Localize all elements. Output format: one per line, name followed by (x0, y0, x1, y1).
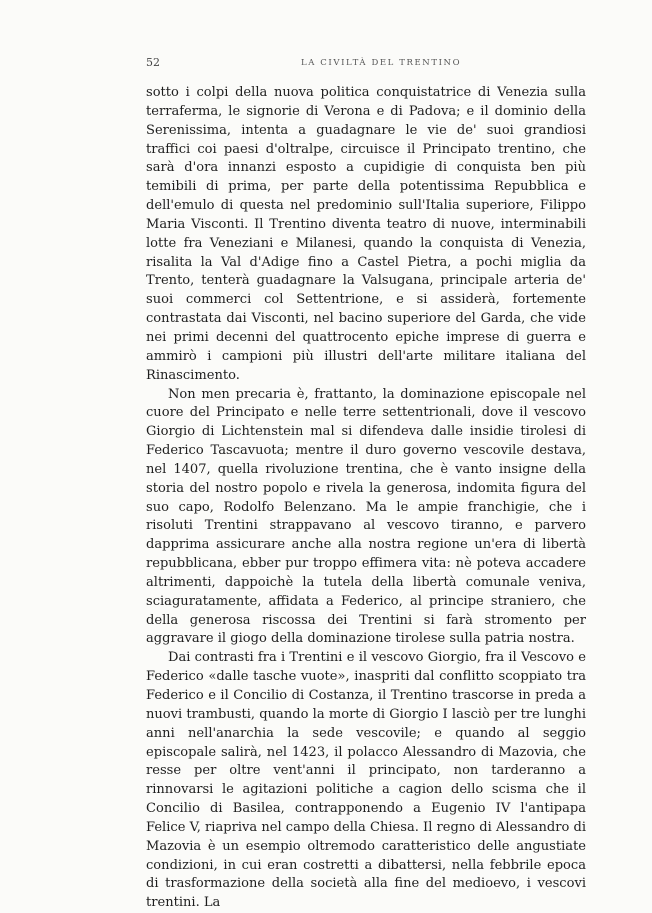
paragraph-1: sotto i colpi della nuova politica conquistatrice di Venezia sulla terraferma, le signorie di Verona e di Padova; e il dominio della Serenissima, intenta a guadagnare le vie de' suoi grandiosi traffici coi paesi d'oltralpe, circuisce il Principato trentino, che sarà d'ora innanzi esposto a cupidigie di conquista ben più temibili di prima, per parte della potentissima Repubblica e dell'emulo di questa nel predominio sull'Italia superiore, Filippo Maria Visconti. Il Trentino diventa teatro di nuove, interminabili lotte fra Veneziani e Milanesi, quando la conquista di Venezia, risalita la Val d'Adige fino a Castel Pietra, a pochi miglia da Trento, tenterà guadagnare la Valsugana, principale arteria de' suoi commerci col Settentrione, e si assiderà, fortemente contrastata dai Visconti, nel bacino superiore del Garda, che vide nei primi decenni del quattrocento epiche imprese di guerra e ammirò i campioni più illustri dell'arte militare italiana del Rinascimento. (146, 85, 586, 383)
page-header (146, 56, 586, 78)
paragraph-3: Dai contrasti fra i Trentini e il vescovo Giorgio, fra il Vescovo e Federico «dalle tasche vuote», inaspriti dal conflitto scoppiato tra Federico e il Concilio di Costanza, il Trentino trascorse in preda a nuovi trambusti, quando la morte di Giorgio I lasciò per tre lunghi anni nell'anarchia la sede vescovile; e quando al seggio episcopale salirà, nel 1423, il polacco Alessandro di Mazovia, che resse per oltre vent'anni il principato, non tarderanno a rinnovarsi le agitazioni politiche a cagion dello scisma che il Concilio di Basilea, contrapponendo a Eugenio IV l'antipapa Felice V, riapriva nel campo della Chiesa. Il regno di Alessandro di Mazovia è un esempio oltremodo caratteristico delle angustiate condizioni, in cui eran costretti a dibattersi, nella febbrile epoca di trasformazione della società alla fine del medioevo, i vescovi trentini. La (146, 650, 586, 911)
running-title: LA CIVILTÀ DEL TRENTINO (301, 58, 462, 68)
book-page (146, 56, 586, 913)
body-text (146, 84, 586, 913)
paragraph-2: Non men precaria è, frattanto, la dominazione episcopale nel cuore del Principato e nelle terre settentrionali, dove il vescovo Giorgio di Lichtenstein mal si difendeva dalle insidie tirolesi di Federico Tascavuota; mentre il duro governo vescovile destava, nel 1407, quella rivoluzione trentina, che è vanto insigne della storia del nostro popolo e rivela la generosa, indomita figura del suo capo, Rodolfo Belenzano. Ma le ampie franchigie, che i risoluti Trentini strappavano al vescovo tiranno, e parvero dapprima assicurare anche alla nostra regione un'era di libertà repubblicana, ebber pur troppo effimera vita: nè poteva accadere altrimenti, dappoichè la tutela della libertà comunale veniva, sciaguratamente, affidata a Federico, al principe straniero, che della generosa riscossa dei Trentini si farà stromento per aggravare il giogo della dominazione tirolese sulla patria nostra. (146, 386, 586, 647)
page-number: 52 (146, 56, 160, 69)
